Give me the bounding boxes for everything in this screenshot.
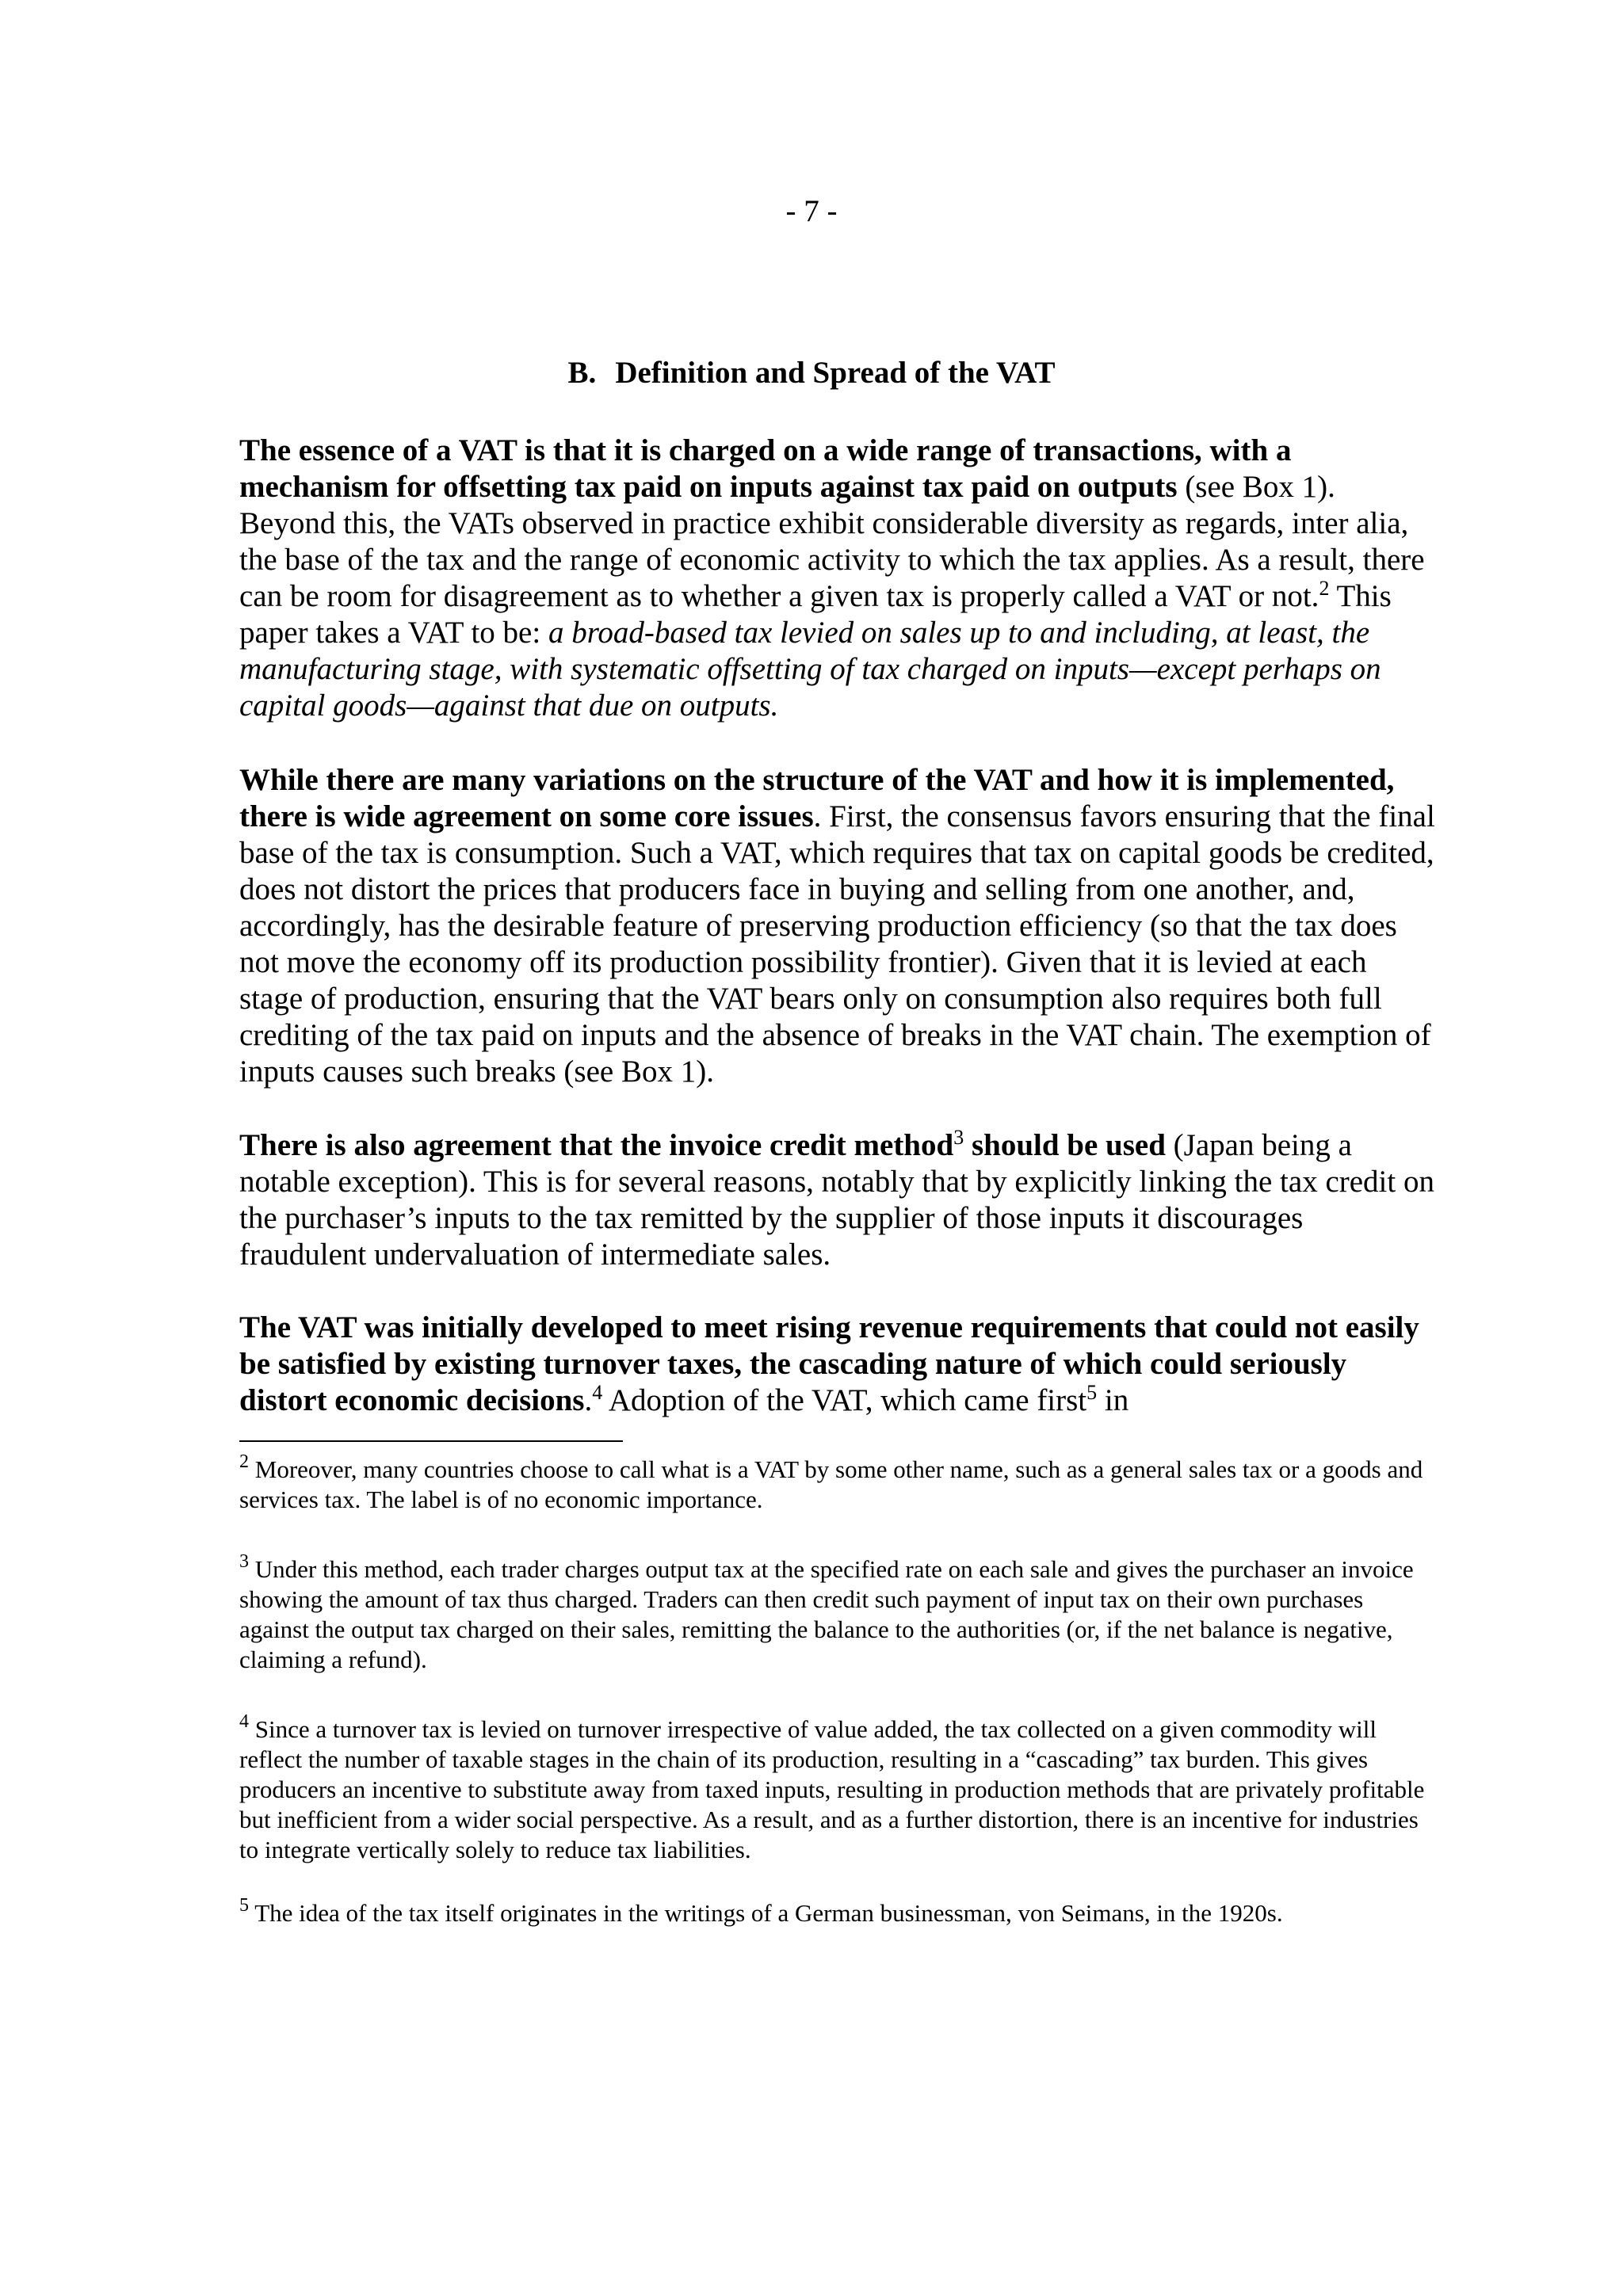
- paragraph-lead-bold: The VAT was initially developed to meet rising revenue requirements that could not easily be satisfied by existing turnover taxes, the cascading nature of which could seriously distort economic decisions: [239, 1310, 1419, 1417]
- footnote-text: Under this method, each trader charges output tax at the specified rate on each sale and gives the purchaser an invoice showing the amount of tax thus charged. Traders can then credit such payment of input tax on their own purchases against the output tax charged on their sales, remitting the balance to the authorities (or, if the net balance is negative, claiming a refund).: [239, 1555, 1414, 1673]
- section-heading: [0, 355, 1623, 391]
- footnote-text: The idea of the tax itself originates in the writings of a German businessman, von Seimans, in the 1920s.: [249, 1899, 1283, 1927]
- paragraph-invoice-credit: [239, 1127, 1436, 1273]
- paragraph-text: .: [584, 1383, 593, 1417]
- footnote-mark: 4: [239, 1711, 249, 1732]
- paragraph-lead-bold: While there are many variations on the structure of the VAT and how it is implemented, there is wide agreement on some core issues: [239, 763, 1395, 833]
- footnote-5: [239, 1895, 1436, 1928]
- paragraph-text: (see Box 1). Beyond this, the VATs observed in practice exhibit considerable diversity as regards, inter alia, the base of the tax and the range of economic activity to which the tax applies. As a result, there can be room for disagreement as to whether a given tax is properly called a VAT or not.: [239, 470, 1425, 613]
- paragraph-lead-bold: There is also agreement that the invoice credit method: [239, 1128, 954, 1162]
- vat-definition-italic: a broad-based tax levied on sales up to and including, at least, the manufacturing stage, with systematic offsetting of tax charged on inputs—except perhaps on capital goods—against that due on outputs.: [239, 616, 1381, 723]
- paragraph-vat-essence: [239, 433, 1436, 724]
- paragraph-text: . First, the consensus favors ensuring that the final base of the tax is consumption. Such a VAT, which requires that tax on capital goods be credited, does not distort the prices that producers face in buying and selling from one another, and, accordingly, has the desirable feature of preserving production efficiency (so that the tax does not move the economy off its production possibility frontier). Given that it is levied at each stage of production, ensuring that the VAT bears only on consumption also requires both full crediting of the tax paid on inputs and the absence of breaks in the VAT chain. The exemption of inputs causes such breaks (see Box 1).: [239, 799, 1435, 1089]
- paragraph-vat-development: [239, 1310, 1436, 1419]
- footnote-mark: 3: [239, 1551, 249, 1572]
- paragraph-text: in: [1097, 1383, 1129, 1417]
- footnote-2: [239, 1451, 1436, 1515]
- footnote-ref-3: 3: [953, 1126, 964, 1149]
- paragraph-core-issues: [239, 762, 1436, 1090]
- footnote-3: [239, 1551, 1436, 1675]
- paragraph-text: This paper takes a VAT to be:: [239, 579, 1392, 650]
- paragraph-text: (Japan being a notable exception). This is for several reasons, notably that by explicitly linking the tax credit on the purchaser’s inputs to the tax remitted by the supplier of those inputs it discourages fraudulent undervaluation of intermediate sales.: [239, 1128, 1434, 1272]
- footnote-ref-4: 4: [592, 1381, 603, 1404]
- paragraph-lead-bold: should be used: [964, 1128, 1166, 1162]
- page-number: - 7 -: [785, 194, 838, 228]
- footnote-mark: 5: [239, 1895, 249, 1916]
- paragraph-lead-bold: The essence of a VAT is that it is charged on a wide range of transactions, with a mechanism for offsetting tax paid on inputs against tax paid on outputs: [239, 433, 1292, 504]
- footnote-mark: 2: [239, 1451, 249, 1472]
- footnote-text: Since a turnover tax is levied on turnover irrespective of value added, the tax collected on a given commodity will reflect the number of taxable stages in the chain of its production, resulting in a “cascading” tax burden. This gives producers an incentive to substitute away from taxed inputs, resulting in production methods that are privately profitable but inefficient from a wider social perspective. As a result, and as a further distortion, there is an incentive for industries to integrate vertically solely to reduce tax liabilities.: [239, 1715, 1425, 1863]
- section-letter: B.: [567, 356, 597, 390]
- section-title: Definition and Spread of the VAT: [615, 356, 1056, 390]
- paragraph-text: Adoption of the VAT, which came first: [602, 1383, 1087, 1417]
- footnote-ref-2: 2: [1319, 577, 1330, 600]
- footnote-4: [239, 1711, 1436, 1865]
- footnote-text: Moreover, many countries choose to call what is a VAT by some other name, such as a general sales tax or a goods and services tax. The label is of no economic importance.: [239, 1455, 1423, 1513]
- footnote-separator: [239, 1440, 623, 1442]
- footnote-ref-5: 5: [1086, 1381, 1098, 1404]
